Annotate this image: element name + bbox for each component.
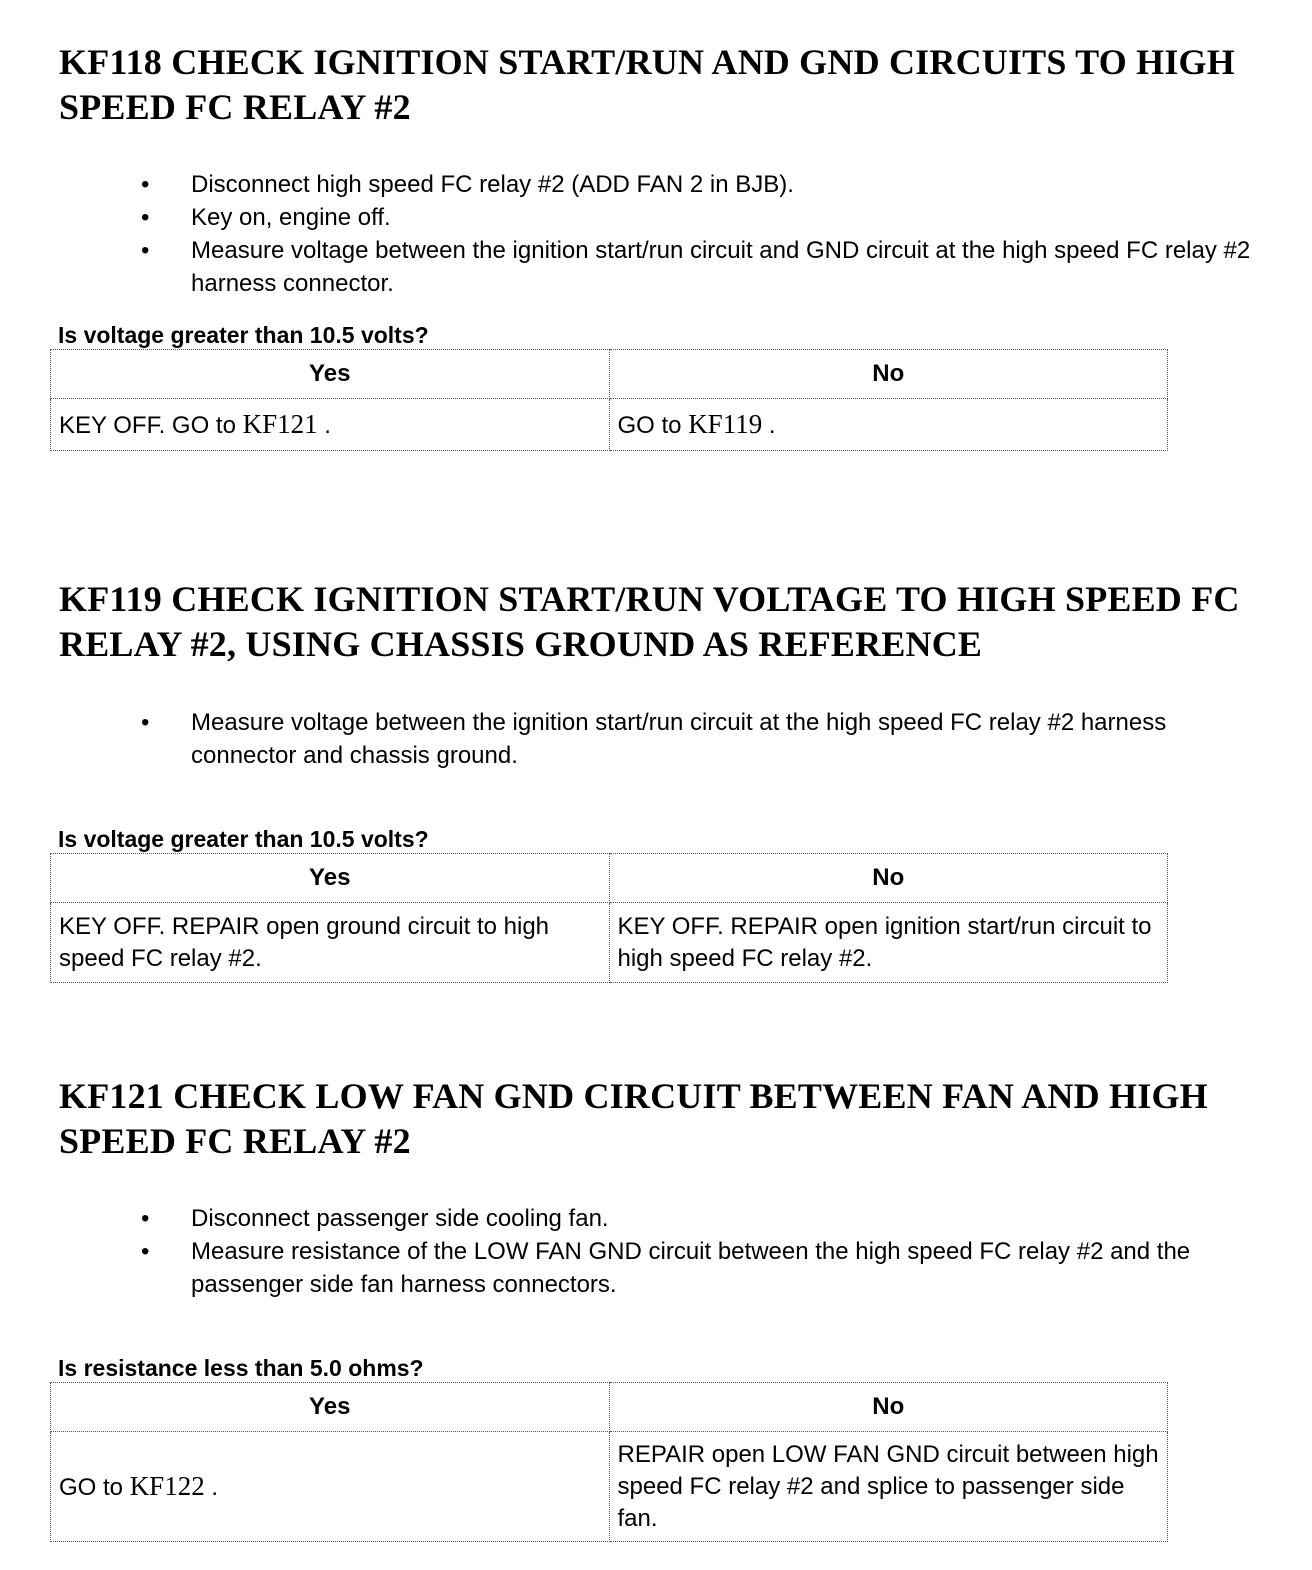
no-header: No xyxy=(609,1383,1168,1432)
result-table xyxy=(50,1382,1168,1542)
yes-header: Yes xyxy=(51,350,610,399)
step-title: KF119 CHECK IGNITION START/RUN VOLTAGE TO HIGH SPEED FC RELAY #2, USING CHASSIS GROUND AS REFERENCE xyxy=(59,579,1240,664)
step-instructions xyxy=(0,168,1312,300)
list-item: • Measure voltage between the ignition start/run circuit at the high speed FC relay #2 harness connector and chassis ground. xyxy=(138,706,1221,772)
step-link[interactable]: KF121 xyxy=(242,408,318,439)
result-table xyxy=(50,853,1168,983)
question: Is resistance less than 5.0 ohms? xyxy=(58,1355,424,1381)
yes-cell: KEY OFF. REPAIR open ground circuit to high speed FC relay #2. xyxy=(51,903,610,983)
yes-cell: KEY OFF. GO to KF121 . xyxy=(51,399,610,451)
no-header: No xyxy=(609,350,1168,399)
bullet-icon: • xyxy=(141,1238,150,1265)
bullet-icon: • xyxy=(141,709,150,736)
no-cell: REPAIR open LOW FAN GND circuit between high speed FC relay #2 and splice to passenger side fan. xyxy=(609,1432,1168,1542)
list-item: • Disconnect high speed FC relay #2 (ADD FAN 2 in BJB). xyxy=(138,168,1312,201)
step-link[interactable]: KF119 xyxy=(688,408,763,439)
step-instructions xyxy=(0,706,1312,772)
list-item: • Measure voltage between the ignition start/run circuit and GND circuit at the high speed FC relay #2 harness connector. xyxy=(138,234,1261,300)
bullet-icon: • xyxy=(141,204,150,231)
step-title: KF121 CHECK LOW FAN GND CIRCUIT BETWEEN FAN AND HIGH SPEED FC RELAY #2 xyxy=(59,1076,1208,1161)
yes-header: Yes xyxy=(51,854,610,903)
list-item: • Disconnect passenger side cooling fan. xyxy=(138,1202,1312,1235)
no-header: No xyxy=(609,854,1168,903)
yes-cell: GO to KF122 . xyxy=(51,1432,610,1542)
bullet-icon: • xyxy=(141,1205,150,1232)
step-link[interactable]: KF122 xyxy=(129,1470,205,1501)
step-kf118 xyxy=(0,40,1312,451)
list-item: • Measure resistance of the LOW FAN GND circuit between the high speed FC relay #2 and the passenger side fan harness connectors. xyxy=(138,1235,1251,1301)
step-title: KF118 CHECK IGNITION START/RUN AND GND CIRCUITS TO HIGH SPEED FC RELAY #2 xyxy=(59,42,1235,127)
result-table xyxy=(50,349,1168,451)
step-kf121 xyxy=(0,1074,1312,1542)
bullet-icon: • xyxy=(141,171,150,198)
question: Is voltage greater than 10.5 volts? xyxy=(58,826,429,852)
question: Is voltage greater than 10.5 volts? xyxy=(58,322,429,348)
step-kf119 xyxy=(0,577,1312,983)
list-item: • Key on, engine off. xyxy=(138,201,1312,234)
step-instructions xyxy=(0,1202,1312,1301)
no-cell: GO to KF119 . xyxy=(609,399,1168,451)
yes-header: Yes xyxy=(51,1383,610,1432)
bullet-icon: • xyxy=(141,237,150,264)
no-cell: KEY OFF. REPAIR open ignition start/run circuit to high speed FC relay #2. xyxy=(609,903,1168,983)
